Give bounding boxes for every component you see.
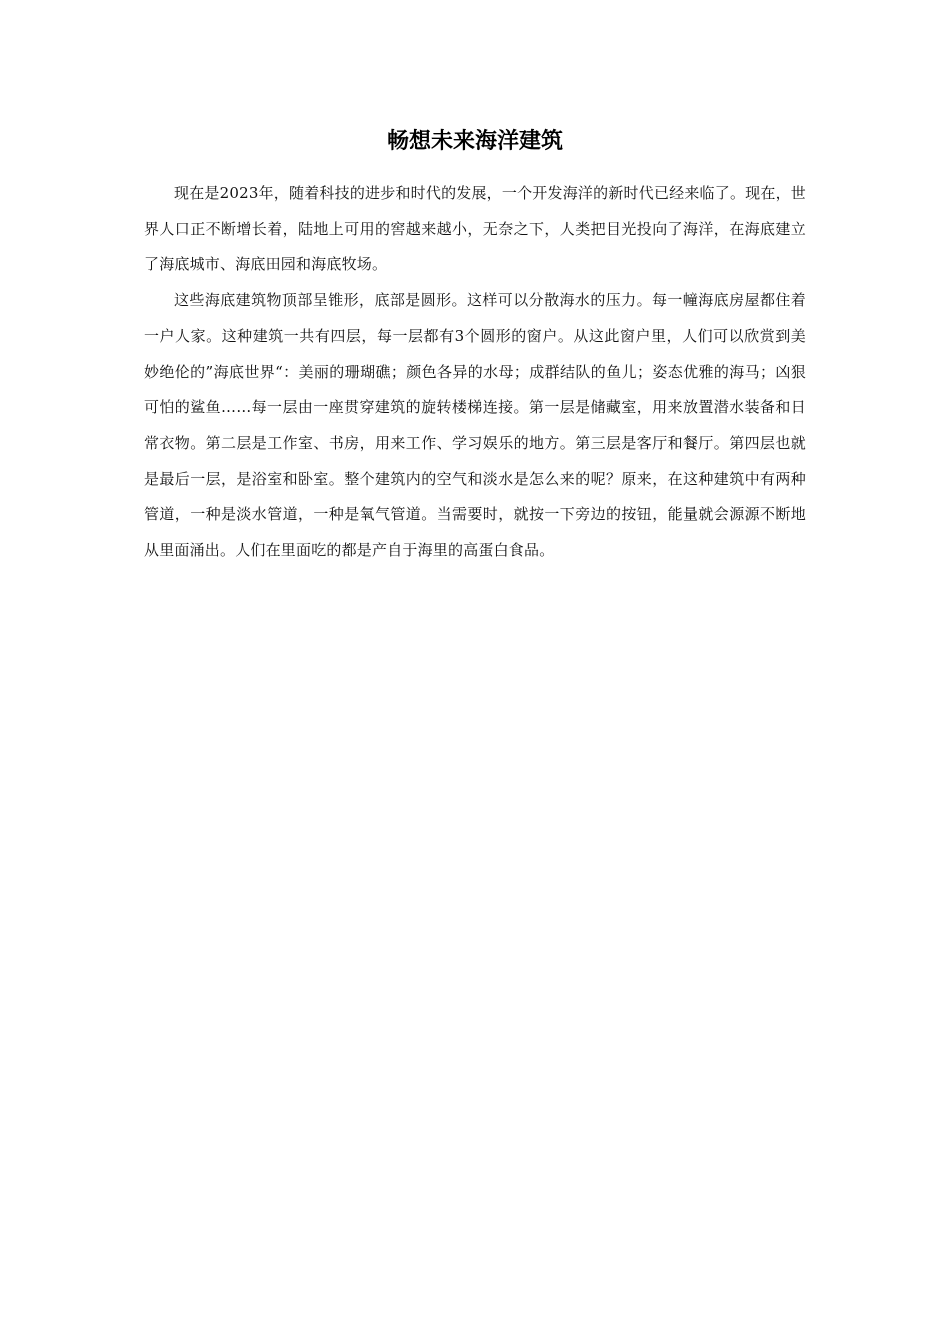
document-title: 畅想未来海洋建筑 <box>386 129 563 154</box>
document-body <box>144 176 806 569</box>
paragraph-2: 这些海底建筑物顶部呈锥形，底部是圆形。这样可以分散海水的压力。每一幢海底房屋都住着一户人家。这种建筑一共有四层，每一层都有3个圆形的窗户。从这此窗户里，人们可以欣赏到美妙绝伦的”海底世界“：美丽的珊瑚礁；颜色各异的水母；成群结队的鱼儿；姿态优雅的海马；凶狠可怕的鲨鱼……每一层由一座贯穿建筑的旋转楼梯连接。第一层是储藏室，用来放置潜水装备和日常衣物。第二层是工作室、书房，用来工作、学习娱乐的地方。第三层是客厅和餐厅。第四层也就是最后一层，是浴室和卧室。整个建筑内的空气和淡水是怎么来的呢？原来，在这种建筑中有两种管道，一种是淡水管道，一种是氧气管道。当需要时，就按一下旁边的按钮，能量就会源源不断地从里面涌出。人们在里面吃的都是产自于海里的高蛋白食品。 <box>144 291 806 560</box>
paragraph-1: 现在是2023年，随着科技的进步和时代的发展，一个开发海洋的新时代已经来临了。现在，世界人口正不断增长着，陆地上可用的窖越来越小，无奈之下，人类把目光投向了海洋，在海底建立了海底城市、海底田园和海底牧场。 <box>144 184 806 274</box>
